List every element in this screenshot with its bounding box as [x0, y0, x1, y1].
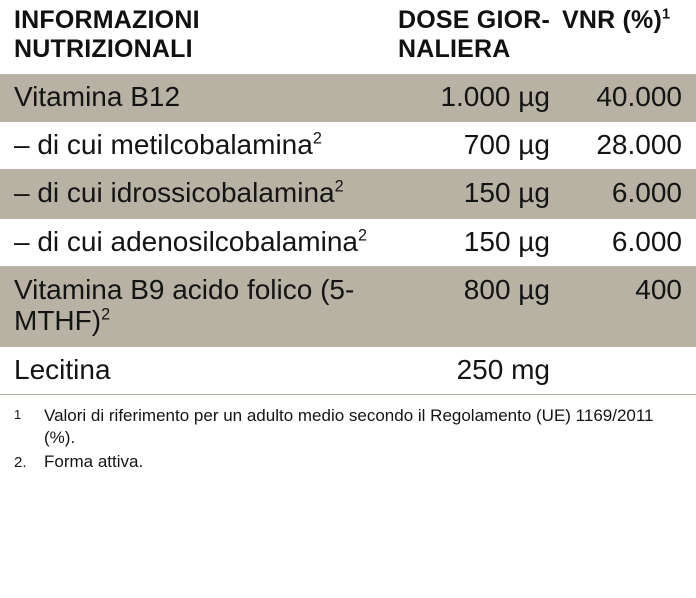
- column-header-vnr-footnote-marker: 1: [662, 6, 671, 23]
- nutrient-name-text: Vitamina B12: [14, 80, 181, 112]
- column-header-nutrition-info: INFORMAZIONI NUTRIZIONALI: [0, 0, 392, 74]
- nutrient-name-text: Lecitina: [14, 353, 111, 385]
- footnote-text: Forma attiva.: [44, 451, 144, 471]
- nutrient-name-text: – di cui idrossicobalamina: [14, 177, 335, 209]
- footnote-marker: 1: [14, 407, 22, 423]
- table-row: [0, 346, 696, 394]
- cell-nutrient-name: [0, 170, 392, 218]
- cell-daily-dose: 700 µg: [392, 121, 560, 169]
- nutrient-name-text: Vitamina B9 acido folico (5-MTHF): [14, 273, 355, 337]
- list-item: [14, 405, 682, 449]
- table-row: [0, 170, 696, 218]
- footnotes: [0, 395, 696, 480]
- cell-daily-dose: 250 mg: [392, 346, 560, 394]
- nutrient-name-footnote-marker: 2: [358, 226, 368, 245]
- nutrient-name-text: – di cui adenosilcobalamina: [14, 225, 358, 257]
- cell-nutrient-name: [0, 346, 392, 394]
- column-header-vnr-label: VNR (%): [562, 6, 663, 34]
- cell-vnr-percent: 40.000: [560, 74, 696, 122]
- cell-daily-dose: 150 µg: [392, 218, 560, 266]
- list-item: [14, 451, 682, 473]
- table-header-row: [0, 0, 696, 74]
- cell-vnr-percent: 6.000: [560, 218, 696, 266]
- table-row: [0, 74, 696, 122]
- cell-daily-dose: 800 µg: [392, 266, 560, 346]
- cell-nutrient-name: [0, 121, 392, 169]
- nutrient-name-text: – di cui metilcobalamina: [14, 128, 313, 160]
- nutrient-name-footnote-marker: 2: [101, 305, 111, 324]
- cell-vnr-percent: [560, 346, 696, 394]
- column-header-vnr: [560, 0, 696, 74]
- cell-nutrient-name: [0, 74, 392, 122]
- cell-daily-dose: 150 µg: [392, 170, 560, 218]
- table-row: [0, 218, 696, 266]
- table-row: [0, 266, 696, 346]
- cell-daily-dose: 1.000 µg: [392, 74, 560, 122]
- nutrient-name-footnote-marker: 2: [312, 129, 322, 148]
- table-header: [0, 0, 696, 74]
- table-row: [0, 121, 696, 169]
- cell-nutrient-name: [0, 266, 392, 346]
- cell-vnr-percent: 6.000: [560, 170, 696, 218]
- cell-nutrient-name: [0, 218, 392, 266]
- nutrient-name-footnote-marker: 2: [334, 177, 344, 196]
- cell-vnr-percent: 28.000: [560, 121, 696, 169]
- cell-vnr-percent: 400: [560, 266, 696, 346]
- table-body: [0, 74, 696, 395]
- footnote-marker: 2.: [14, 453, 27, 471]
- column-header-daily-dose: DOSE GIOR- NALIERA: [392, 0, 560, 74]
- footnote-text: Valori di riferimento per un adulto medio secondo il Regolamento (UE) 1169/2011 (%).: [44, 406, 654, 447]
